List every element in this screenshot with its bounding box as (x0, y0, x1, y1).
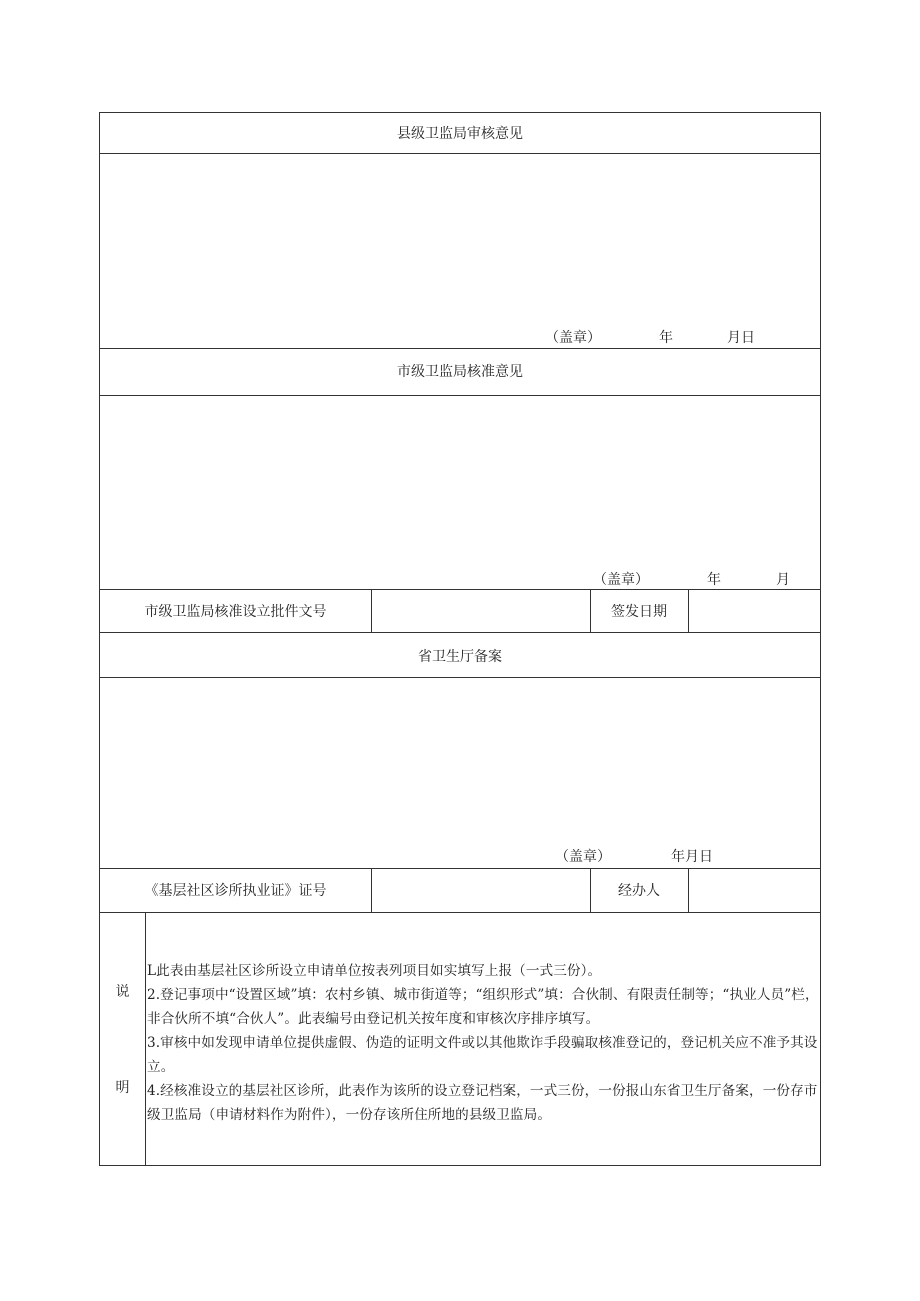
notes-label-1: 说 (115, 984, 130, 1000)
handler-label: 经办人 (618, 883, 660, 899)
county-seal-label: （盖章） (545, 330, 601, 346)
note-item: 4.经核准设立的基层社区诊所，此表作为该所的设立登记档案，一式三份，一份报山东省卫生厅备案，一份存市级卫监局（申请材料作为附件），一份存该所住所地的县级卫监局。 (147, 1083, 818, 1123)
province-seal-label: （盖章） (555, 849, 611, 865)
notes-label-2: 明 (115, 1080, 130, 1096)
province-filing-header: 省卫生厅备案 (418, 649, 502, 665)
county-review-header: 县级卫监局审核意见 (397, 126, 523, 142)
county-review-opinion-area[interactable] (100, 154, 820, 348)
registration-form (99, 112, 821, 1166)
county-monthday-label: 月日 (727, 330, 755, 346)
divider (100, 912, 820, 913)
divider (100, 632, 820, 633)
city-seal-label: （盖章） (593, 572, 649, 588)
issue-date-field[interactable] (689, 590, 820, 632)
issue-date-label: 签发日期 (611, 604, 667, 620)
province-filing-area[interactable] (100, 678, 820, 868)
approval-doc-label: 市级卫监局核准设立批件文号 (144, 604, 327, 620)
handler-field[interactable] (689, 869, 820, 912)
approval-doc-number-field[interactable] (372, 590, 590, 632)
divider (100, 348, 820, 349)
note-item: L此表由基层社区诊所设立申请单位按表列项目如实填写上报（一式三份）。 (147, 963, 602, 979)
city-approval-opinion-area[interactable] (100, 396, 820, 589)
notes-list (147, 959, 821, 1127)
license-number-field[interactable] (372, 869, 590, 912)
city-year-label: 年 (707, 572, 721, 588)
province-date-label: 年月日 (671, 849, 713, 865)
divider (145, 912, 146, 1165)
city-approval-header: 市级卫监局核准意见 (397, 364, 523, 380)
county-year-label: 年 (659, 330, 673, 346)
license-number-label: 《基层社区诊所执业证》证号 (144, 883, 327, 899)
note-item: 2.登记事项中“设置区域”填：农村乡镇、城市街道等；“组织形式”填：合伙制、有限责任制等；“执业人员”栏，非合伙所不填“合伙人”。此表编号由登记机关按年度和审核次序排序填写。 (147, 987, 819, 1027)
note-item: 3.审核中如发现申请单位提供虚假、伪造的证明文件或以其他欺诈手段骗取核准登记的，登记机关应不准予其设立。 (147, 1035, 818, 1075)
city-month-label: 月 (776, 572, 790, 588)
